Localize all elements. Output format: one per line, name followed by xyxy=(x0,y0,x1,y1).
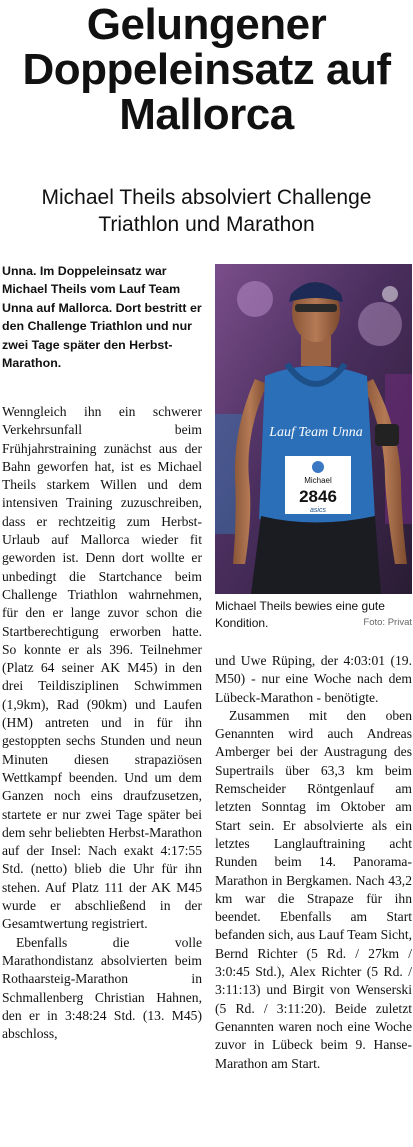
article-headline: Gelungener Doppeleinsatz auf Mallorca xyxy=(22,0,391,139)
body-paragraph: und Uwe Rüping, der 4:03:01 (19. M50) - nur eine Woche nach dem Lübeck-Marathon - benötigte. xyxy=(215,653,412,705)
shirt-text: Lauf Team Unna xyxy=(269,425,363,440)
article-lead: Unna. Im Doppeleinsatz war Michael Theils vom Lauf Team Unna auf Mallorca. Dort bestritt er den Challenge Triathlon und nur zwei Tage später den Herbst-Marathon. xyxy=(2,264,202,371)
body-paragraph: Ebenfalls die volle Marathondistanz absolvierten beim Rothaarsteig-Marathon in Schmallenberg Christian Hahnen, den er in 3:48:24 Std. (13. M45) abschloss, xyxy=(2,934,202,1042)
body-column-right xyxy=(215,652,412,1073)
runner-photo xyxy=(215,264,412,594)
body-paragraph: Wenngleich ihn ein schwerer Verkehrsunfall beim Frühjahrstraining zunächst aus der Bahn geworfen hat, ist es Michael Theils starkem Willen und dem intensiven Training zuzuschreiben, dass er rechtzeitig zum Herbst-Urlaub auf Mallorca wieder fit geworden ist. Denn dort wollte er unbedingt die Startchance beim Challenge Triathlon wahrnehmen, für den er lange zuvor schon die Startberechtigung erworben hatte. So konnte er als 396. Teilnehmer (Platz 64 seiner AK M45) in den drei Teildisziplinen Schwimmen (1,9km), Rad (90km) und Laufen (HM) antreten und in für ihn gestoppten sechs Stunden und neun Minuten diesen strapaziösen Wettkampf beenden. Und um dem Ganzen noch eins draufzusetzen, startete er nur zwei Tage später bei dem sehr beliebten Herbst-Marathon auf der Insel: Nach exakt 4:17:55 Std. (netto) blieb die Uhr für ihn stehen. Auf Platz 111 der AK M45 wurde er abschließend in der Gesamtwertung registriert. xyxy=(2,404,202,932)
bib-sponsor: asics xyxy=(310,507,326,514)
bib-name: Michael xyxy=(304,476,332,485)
bib-number: 2846 xyxy=(299,487,337,506)
body-paragraph: Zusammen mit den oben Genannten wird auch Andreas Amberger bei der Austragung des Supertrails über 63,3 km beim Remscheider Röntgenlauf am letzten Sonntag im Oktober am Start sein. Er absolvierte als ein letztes Langlauftraining acht Runden beim 14. Panorama-Marathon in Bergkamen. Nach 43,2 km war die Strapaze für ihn beendet. Ebenfalls am Start befanden sich, aus Lauf Team Sicht, Bernd Richter (5 Rd. / 27km / 3:0:45 Std.), Alex Richter (5 Rd. / 3:11:13) und Birgit von Wenserski (5 Rd. / 3:11:20). Beide zuletzt Genannten waren noch eine Woche zuvor in Lübeck beim 9. Hanse-Marathon am Start. xyxy=(215,707,412,1071)
body-column-left xyxy=(2,403,202,1043)
photo-credit: Foto: Privat xyxy=(363,617,412,628)
photo-caption: Michael Theils bewies eine gute Kondition. xyxy=(215,599,385,630)
article-subheadline: Michael Theils absolviert Challenge Triathlon und Marathon xyxy=(41,186,372,236)
